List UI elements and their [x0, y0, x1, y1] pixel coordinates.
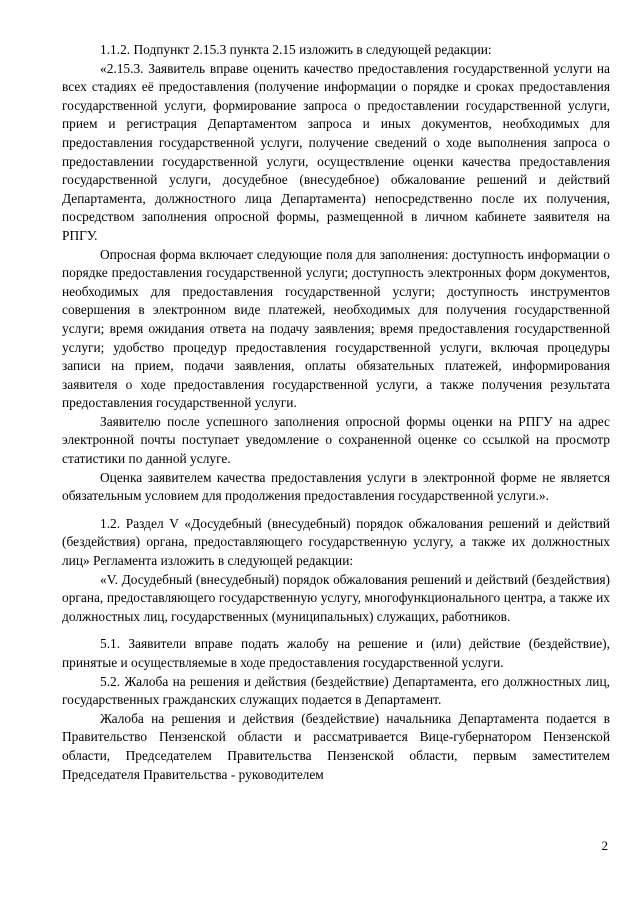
document-body	[62, 41, 610, 784]
paragraph-5-2: 5.2. Жалоба на решения и действия (бездействие) Департамента, его должностных лиц, государственных гражданских служащих подается в Департамент.	[62, 673, 610, 708]
paragraph-1-1-2: 1.1.2. Подпункт 2.15.3 пункта 2.15 изложить в следующей редакции:	[100, 42, 492, 57]
paragraph-2-15-3: «2.15.3. Заявитель вправе оценить качество предоставления государственной услуги на всех стадиях её предоставления (получение информации о порядке и сроках предоставления государственной услуги, формирование запроса о предоставлении государственной услуги, прием и регистрация Департаментом запроса и иных документов, необходимых для предоставления государственной услуги, получение сведений о ходе выполнения запроса о предоставлении государственной услуги, осуществление оценки качества предоставления государственной услуги, досудебное (внесудебное) обжалование решений и действий Департамента, должностного лица Департамента) непосредственно после их получения, посредством заполнения опросной формы, размещенной в личном кабинете заявителя на РПГУ.	[62, 60, 610, 243]
paragraph-5-1: 5.1. Заявители вправе подать жалобу на решение и (или) действие (бездействие), принятые и осуществляемые в ходе предоставления государственной услуги.	[62, 636, 610, 670]
paragraph-1-2-section-v: 1.2. Раздел V «Досудебный (внесудебный) порядок обжалования решений и действий (бездействия) органа, предоставляющего государственную услугу, а также их должностных лиц» Регламента изложить в следующей редакции:	[62, 515, 610, 569]
paragraph-evaluation-optional: Оценка заявителем качества предоставления услуги в электронной форме не является обязательным условием для продолжения предоставления государственной услуги.».	[62, 469, 610, 504]
paragraph-survey-form: Опросная форма включает следующие поля для заполнения: доступность информации о порядке предоставления государственной услуги; доступность электронных форм документов, необходимых для предоставления государственной услуги; доступность инструментов совершения в электронном виде платежей, необходимых для получения государственной услуги; время ожидания ответа на подачу заявления; время предоставления государственной услуги; удобство процедур предоставления государственной услуги, включая процедуры записи на прием, подачи заявления, оплаты обязательных платежей, информирования заявителя о ходе предоставления государственной услуги, а также получения результата предоставления государственной услуги.	[62, 246, 610, 411]
page-number: 2	[601, 838, 608, 853]
paragraph-section-v-title: «V. Досудебный (внесудебный) порядок обжалования решений и действий (бездействия) органа, предоставляющего государственную услугу, многофункционального центра, а также их должностных лиц, государственных (муниципальных) служащих, работников.	[62, 571, 610, 624]
paragraph-complaint-head: Жалоба на решения и действия (бездействие) начальника Департамента подается в Правительство Пензенской области и рассматривается Вице-губернатором Пензенской области, Председателем Правительства Пензенской области, первым заместителем Председателя Правительства - руководителем	[62, 710, 610, 782]
paragraph-email-notification: Заявителю после успешного заполнения опросной формы оценки на РПГУ на адрес электронной почты поступает уведомление о сохраненной оценке со ссылкой на просмотр статистики по данной услуге.	[62, 413, 610, 467]
